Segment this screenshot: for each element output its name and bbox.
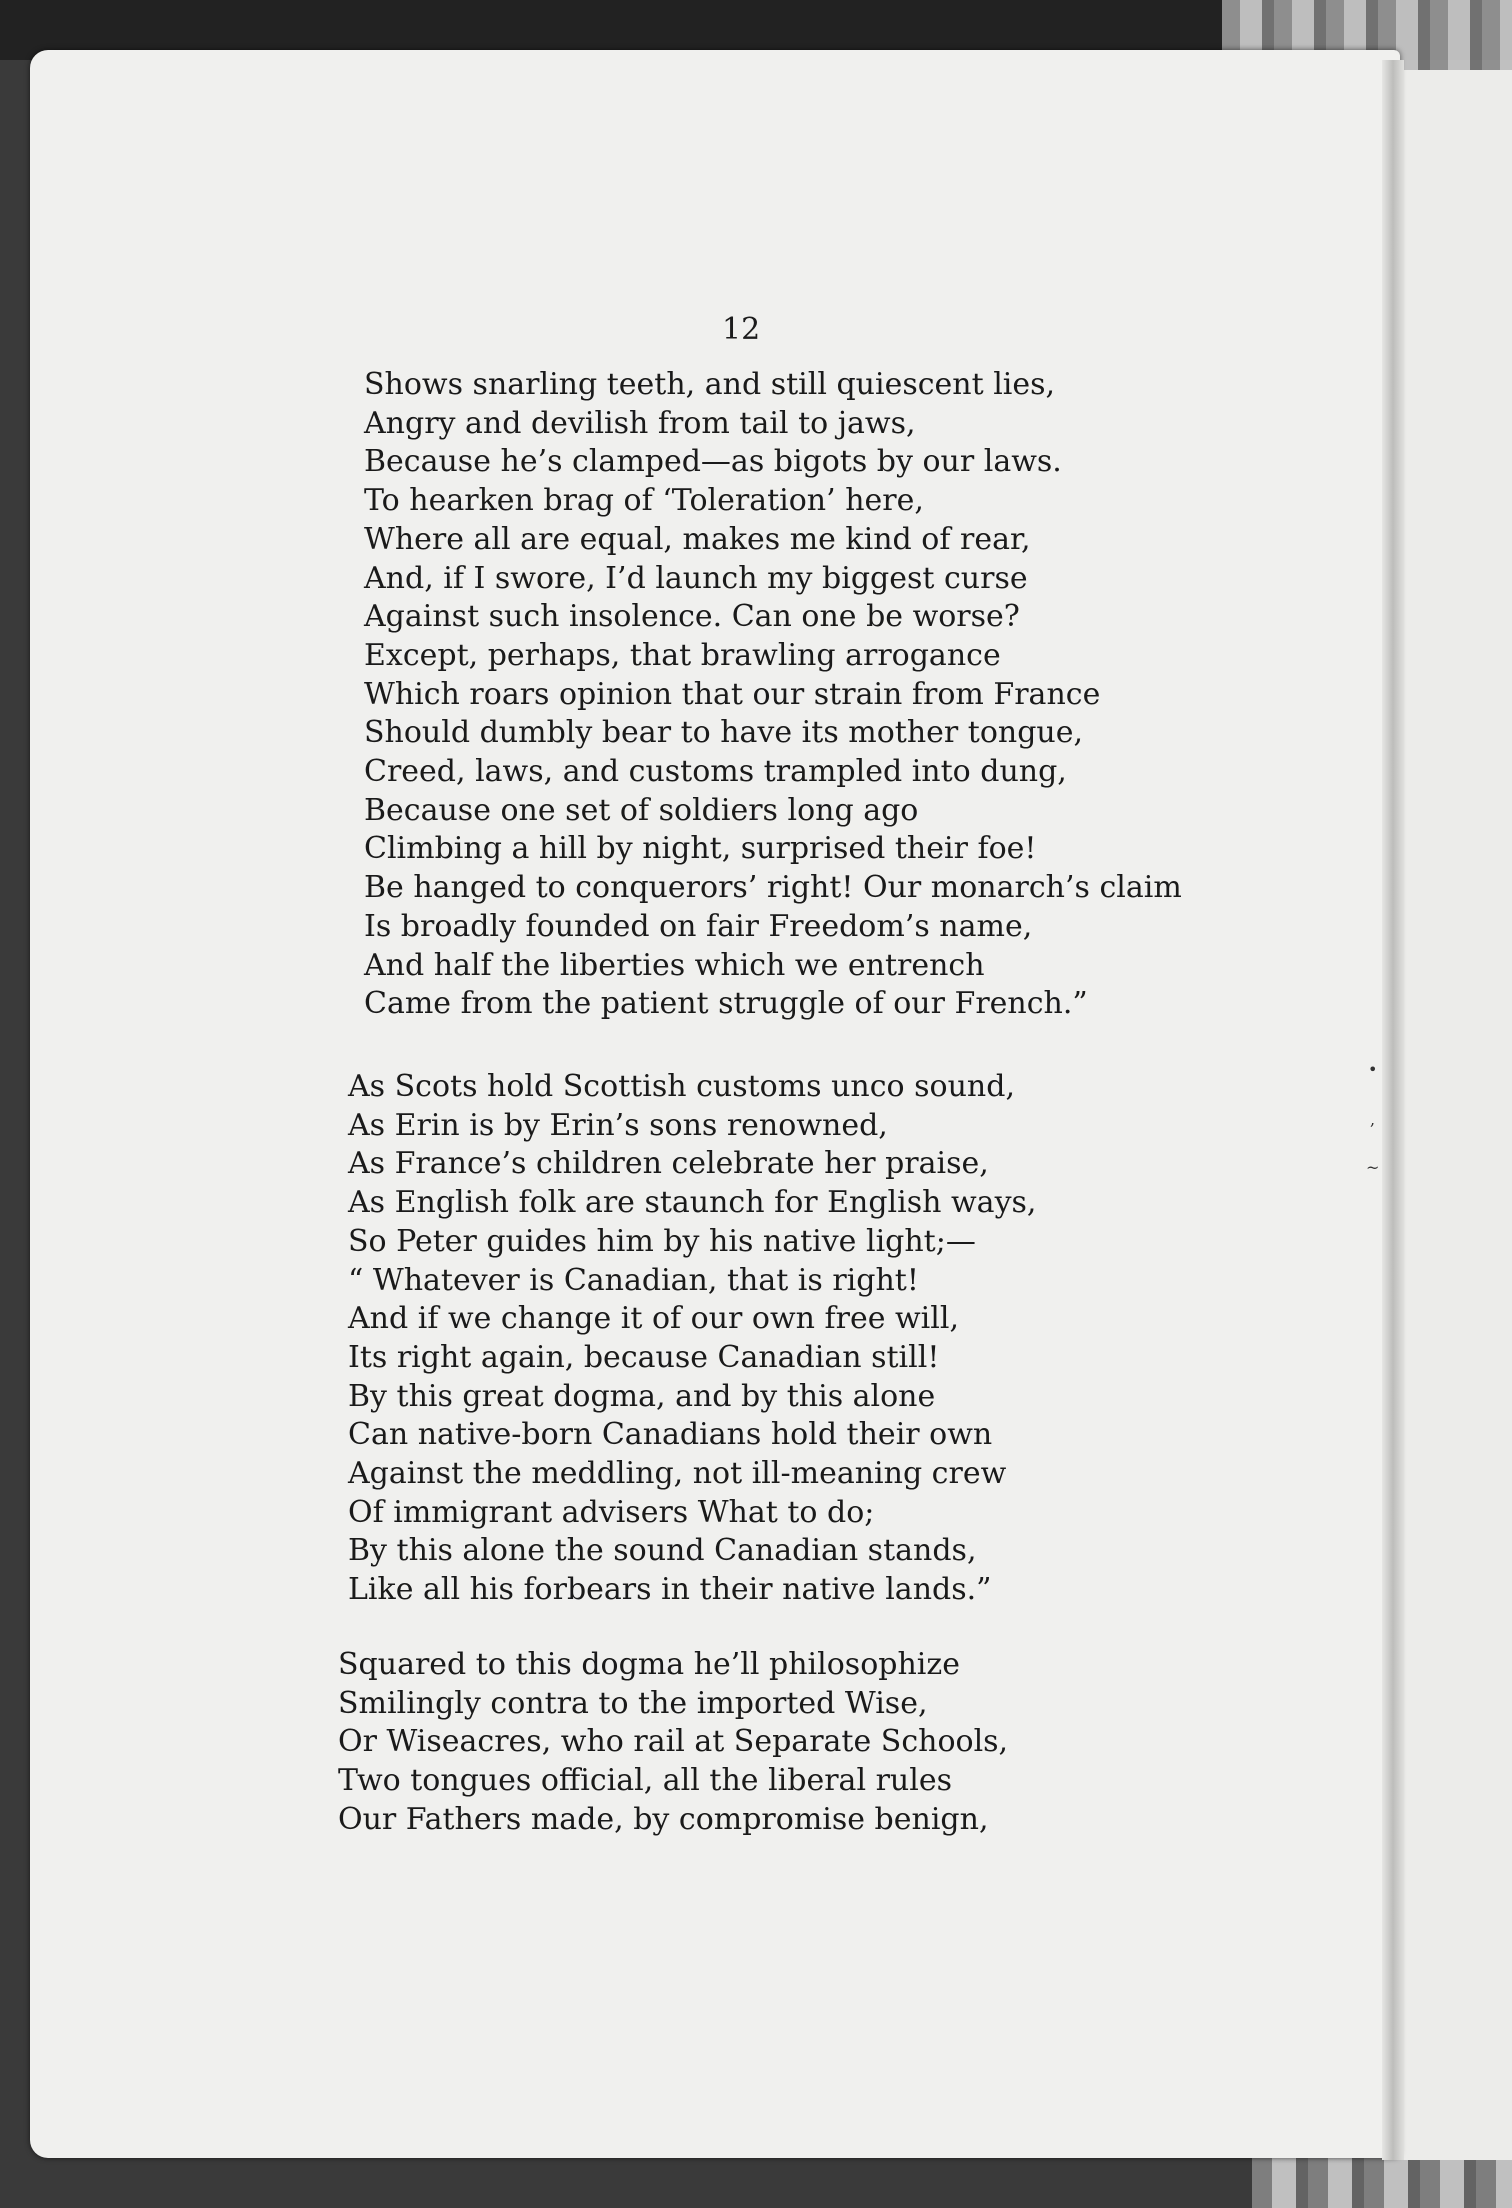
poem-line: Of immigrant advisers What to do; xyxy=(348,1494,875,1530)
poem-line: Is broadly founded on fair Freedom’s name, xyxy=(364,908,1033,944)
margin-mark: • xyxy=(1368,1060,1378,1079)
poem-line: Our Fathers made, by compromise benign, xyxy=(338,1801,989,1837)
poem-line: Like all his forbears in their native lands.” xyxy=(348,1572,992,1608)
poem-line: As Erin is by Erin’s sons renowned, xyxy=(348,1107,888,1143)
poem-line: As France’s children celebrate her praise, xyxy=(348,1146,989,1182)
stanza-1 xyxy=(364,366,1182,1024)
margin-mark: ~ xyxy=(1366,1158,1380,1177)
poem-line: By this alone the sound Canadian stands, xyxy=(348,1533,977,1569)
poem-line: Except, perhaps, that brawling arrogance xyxy=(364,637,1001,673)
poem-line: And half the liberties which we entrench xyxy=(364,947,985,983)
poem-line: And if we change it of our own free will, xyxy=(348,1301,959,1337)
poem-line: As Scots hold Scottish customs unco sound, xyxy=(348,1069,1015,1104)
poem-line: Be hanged to conquerors’ right! Our monarch’s claim xyxy=(364,870,1182,906)
poem-line: Because one set of soldiers long ago xyxy=(364,792,919,828)
poem-line: Which roars opinion that our strain from France xyxy=(364,676,1101,712)
poem-line: Against such insolence. Can one be worse? xyxy=(364,599,1020,635)
poem-line: Two tongues official, all the liberal rules xyxy=(338,1763,952,1799)
poem-line: To hearken brag of ‘Toleration’ here, xyxy=(364,483,924,519)
margin-mark: , xyxy=(1370,1110,1376,1129)
poem-line: Against the meddling, not ill-meaning crew xyxy=(348,1456,1007,1492)
poem-line: Climbing a hill by night, surprised their foe! xyxy=(364,831,1037,867)
page-number: 12 xyxy=(722,312,761,347)
poem-line: Squared to this dogma he’ll philosophize xyxy=(338,1647,960,1682)
stanza-3 xyxy=(338,1646,1008,1840)
poem-line: Its right again, because Canadian still! xyxy=(348,1339,940,1375)
poem-line: Smilingly contra to the imported Wise, xyxy=(338,1685,928,1721)
poem-line: Shows snarling teeth, and still quiescent lies, xyxy=(364,367,1056,402)
stanza-2 xyxy=(348,1068,1036,1610)
poem-line: Creed, laws, and customs trampled into dung, xyxy=(364,754,1067,790)
poem-line: So Peter guides him by his native light;— xyxy=(348,1223,976,1259)
poem-line: Where all are equal, makes me kind of rear, xyxy=(364,521,1031,557)
poem-line: And, if I swore, I’d launch my biggest curse xyxy=(364,560,1028,596)
poem-line: Because he’s clamped—as bigots by our laws. xyxy=(364,444,1062,480)
page-gutter xyxy=(1382,60,1404,2160)
poem-line: Can native-born Canadians hold their own xyxy=(348,1417,993,1453)
poem-line: Angry and devilish from tail to jaws, xyxy=(364,405,916,441)
poem-line: By this great dogma, and by this alone xyxy=(348,1378,936,1414)
poem-line: Should dumbly bear to have its mother tongue, xyxy=(364,715,1084,751)
poem-line: As English folk are staunch for English ways, xyxy=(348,1185,1037,1221)
poem-line: Came from the patient struggle of our French.” xyxy=(364,986,1088,1022)
poem-line: “ Whatever is Canadian, that is right! xyxy=(348,1262,919,1298)
facing-page xyxy=(1400,70,1512,2160)
poem-line: Or Wiseacres, who rail at Separate Schools, xyxy=(338,1724,1009,1760)
